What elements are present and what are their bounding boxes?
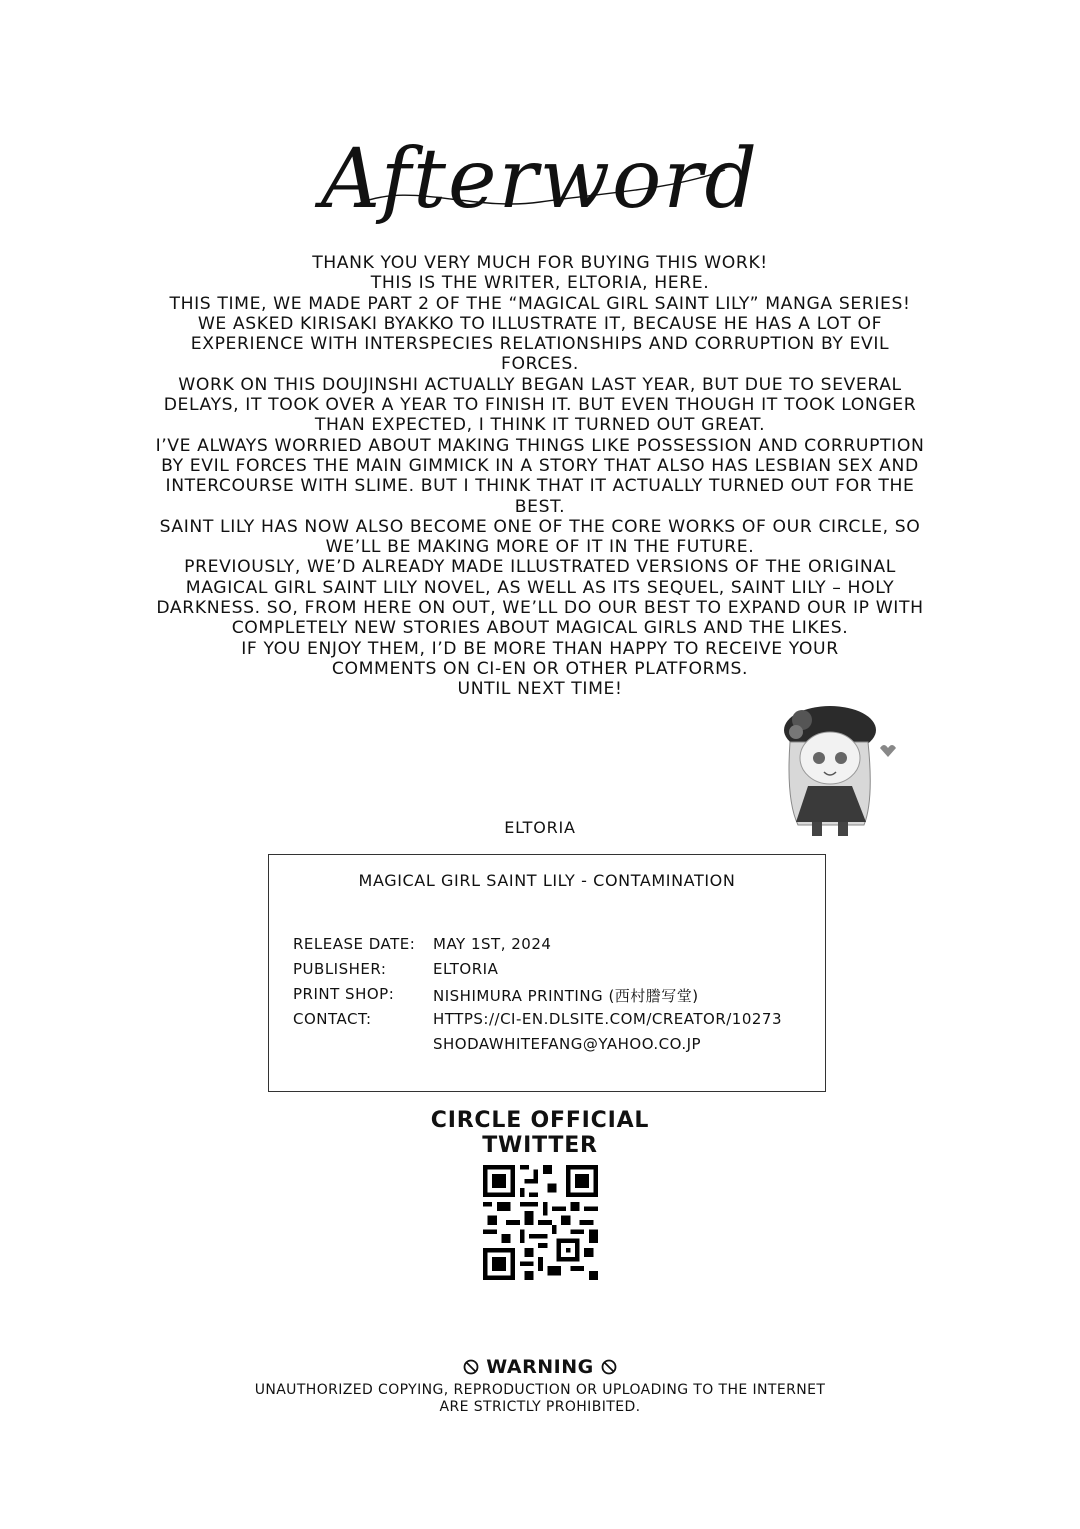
info-value: MAY 1ST, 2024 xyxy=(433,935,552,953)
warning-title: WARNING xyxy=(486,1356,594,1378)
contact-email-link[interactable]: SHODAWHITEFANG@YAHOO.CO.JP xyxy=(433,1035,702,1053)
info-row-contact xyxy=(293,1010,782,1035)
copyright-notice: UNAUTHORIZED COPYING, REPRODUCTION OR UPLOADING TO THE INTERNET ARE STRICTLY PROHIBITED. xyxy=(254,1382,826,1415)
info-value: ELTORIA xyxy=(433,960,499,978)
info-row-print-shop xyxy=(293,985,782,1010)
body-paragraph: IF YOU ENJOY THEM, I’D BE MORE THAN HAPPY TO RECEIVE YOUR COMMENTS ON CI-EN OR OTHER PLATFORMS. xyxy=(241,638,839,679)
publication-info-box xyxy=(268,854,826,1092)
body-paragraph: WE ASKED KIRISAKI BYAKKO TO ILLUSTRATE IT, BECAUSE HE HAS A LOT OF EXPERIENCE WITH INTERSPECIES RELATIONSHIPS AND CORRUPTION BY EVIL FORCES. xyxy=(190,313,890,375)
info-title: MAGICAL GIRL SAINT LILY - CONTAMINATION xyxy=(358,871,736,890)
info-rows xyxy=(293,935,782,1060)
body-paragraph: THIS TIME, WE MADE PART 2 OF THE “MAGICAL GIRL SAINT LILY” MANGA SERIES! xyxy=(169,293,911,314)
prohibited-icon xyxy=(463,1359,479,1375)
qr-code[interactable] xyxy=(483,1165,598,1280)
info-label: PUBLISHER: xyxy=(293,960,387,978)
info-row-release xyxy=(293,935,782,960)
circle-twitter-heading xyxy=(0,1108,1080,1158)
body-paragraph: I’VE ALWAYS WORRIED ABOUT MAKING THINGS LIKE POSSESSION AND CORRUPTION BY EVIL FORCES THE MAIN GIMMICK IN A STORY THAT ALSO HAS LESBIAN SEX AND INTERCOURSE WITH SLIME. BUT I THINK THAT IT ACTUALLY TURNED OUT FOR THE BEST. xyxy=(155,435,925,517)
contact-url-link[interactable]: HTTPS://CI-EN.DLSITE.COM/CREATOR/10273 xyxy=(433,1010,783,1028)
author-signature: ELTORIA xyxy=(504,818,576,837)
info-label: CONTACT: xyxy=(293,1010,372,1028)
body-paragraph: WORK ON THIS DOUJINSHI ACTUALLY BEGAN LAST YEAR, BUT DUE TO SEVERAL DELAYS, IT TOOK OVER A YEAR TO FINISH IT. BUT EVEN THOUGH IT TOOK LONGER THAN EXPECTED, I THINK IT TURNED OUT GREAT. xyxy=(163,374,917,436)
info-label: RELEASE DATE: xyxy=(293,935,416,953)
afterword-body xyxy=(150,253,930,700)
info-value: NISHIMURA PRINTING (西村謄写堂) xyxy=(433,987,699,1005)
info-row-email xyxy=(293,1035,782,1060)
circle-heading-line: TWITTER xyxy=(482,1133,598,1158)
body-paragraph: UNTIL NEXT TIME! xyxy=(457,679,623,700)
info-row-publisher xyxy=(293,960,782,985)
circle-heading-line: CIRCLE OFFICIAL xyxy=(430,1108,650,1133)
info-label: PRINT SHOP: xyxy=(293,985,395,1003)
page-title: Afterword xyxy=(320,132,760,227)
prohibited-icon xyxy=(601,1359,617,1375)
body-paragraph: THANK YOU VERY MUCH FOR BUYING THIS WORK! xyxy=(312,253,768,273)
body-paragraph: THIS IS THE WRITER, ELTORIA, HERE. xyxy=(370,273,710,294)
body-paragraph: PREVIOUSLY, WE’D ALREADY MADE ILLUSTRATED VERSIONS OF THE ORIGINAL MAGICAL GIRL SAINT LILY NOVEL, AS WELL AS ITS SEQUEL, SAINT LILY – HOLY DARKNESS. SO, FROM HERE ON OUT, WE’LL DO OUR BEST TO EXPAND OUR IP WITH COMPLETELY NEW STORIES ABOUT MAGICAL GIRLS AND THE LIKES. xyxy=(156,557,924,639)
body-paragraph: SAINT LILY HAS NOW ALSO BECOME ONE OF THE CORE WORKS OF OUR CIRCLE, SO WE’LL BE MAKING MORE OF IT IN THE FUTURE. xyxy=(159,516,921,558)
warning-heading xyxy=(0,1356,1080,1378)
